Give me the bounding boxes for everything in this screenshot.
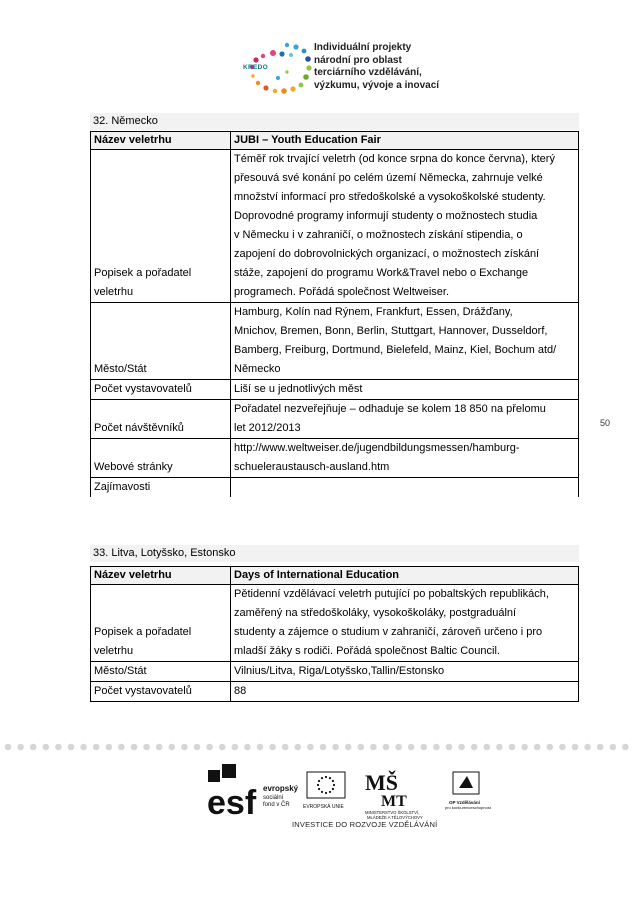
section-title-baltics: 33. Litva, Lotyšsko, Estonsko bbox=[90, 545, 579, 562]
divider-dot bbox=[143, 744, 150, 751]
divider-dot bbox=[30, 744, 37, 751]
divider-dot bbox=[257, 744, 264, 751]
fair-description bbox=[231, 150, 579, 303]
project-title-line: terciárního vzdělávání, bbox=[314, 67, 422, 78]
esf-line-2: sociální bbox=[263, 795, 284, 801]
row-label: Zajímavosti bbox=[91, 478, 231, 498]
text-line: Bamberg, Freiburg, Dortmund, Bielefeld, Mainz, Kiel, Bochum atd/ bbox=[234, 344, 557, 356]
kredo-logo-label: KREDO bbox=[243, 64, 268, 71]
project-title-line: výzkumu, vývoje a inovací bbox=[314, 79, 440, 91]
eu-star bbox=[321, 777, 323, 779]
row-label: Název veletrhu bbox=[91, 132, 231, 150]
row-label: Město/Stát bbox=[91, 303, 231, 380]
text-line: schueleraustausch-ausland.htm bbox=[234, 461, 390, 473]
divider-dot bbox=[17, 744, 24, 751]
row-label: Název veletrhu bbox=[91, 567, 231, 585]
msmt-line-1: MINISTERSTVO ŠKOLSTVÍ, bbox=[365, 810, 420, 815]
divider-dot bbox=[43, 744, 50, 751]
divider-dot bbox=[547, 744, 554, 751]
divider-dot bbox=[433, 744, 440, 751]
fair-cities: Vilnius/Litva, Riga/Lotyšsko,Tallin/Estonsko bbox=[231, 662, 579, 682]
eu-star bbox=[318, 788, 320, 790]
footer-caption: INVESTICE DO ROZVOJE VZDĚLÁVÁNÍ bbox=[292, 820, 438, 829]
divider-dot bbox=[597, 744, 604, 751]
table-row bbox=[91, 303, 579, 380]
esf-logo bbox=[207, 764, 299, 822]
text-line: programech. Pořádá společnost Weltweiser. bbox=[234, 286, 450, 298]
row-label: Webové stránky bbox=[91, 439, 231, 478]
page-number: 50 bbox=[600, 418, 611, 428]
table-row bbox=[91, 682, 579, 702]
eu-star bbox=[325, 792, 327, 794]
exhibitor-count: 88 bbox=[231, 682, 579, 702]
table-row bbox=[91, 662, 579, 682]
esf-line-3: fond v ČR bbox=[263, 802, 290, 808]
divider-dot bbox=[345, 744, 352, 751]
divider-dot bbox=[68, 744, 75, 751]
divider-dot bbox=[194, 744, 201, 751]
dotted-divider bbox=[0, 739, 638, 755]
divider-dot bbox=[232, 744, 239, 751]
text-line: Pořadatel nezveřejňuje – odhaduje se kolem 18 850 na přelomu bbox=[234, 403, 546, 415]
divider-dot bbox=[446, 744, 453, 751]
divider-dot bbox=[118, 744, 125, 751]
text-line: http://www.weltweiser.de/jugendbildungsmessen/hamburg- bbox=[234, 442, 520, 454]
eu-star bbox=[325, 776, 327, 778]
divider-dot bbox=[471, 744, 478, 751]
divider-dot bbox=[484, 744, 491, 751]
row-label bbox=[91, 150, 231, 303]
fair-table-baltics bbox=[90, 566, 579, 702]
text-line: Mnichov, Bremen, Bonn, Berlin, Stuttgart, Hannover, Dusseldorf, bbox=[234, 325, 548, 337]
text-line: množství informací pro středoškolské a vysokoškolské studenty. bbox=[234, 191, 546, 203]
row-label: Počet návštěvníků bbox=[91, 400, 231, 439]
divider-dot bbox=[534, 744, 541, 751]
eu-star bbox=[329, 791, 331, 793]
divider-dot bbox=[156, 744, 163, 751]
visitor-count bbox=[231, 400, 579, 439]
fair-name: JUBI – Youth Education Fair bbox=[231, 132, 579, 150]
divider-dot bbox=[496, 744, 503, 751]
exhibitor-count: Liší se u jednotlivých měst bbox=[231, 380, 579, 400]
eu-star bbox=[329, 777, 331, 779]
text-line: Doprovodné programy informují studenty o možnostech studia bbox=[234, 210, 538, 222]
divider-dot bbox=[80, 744, 87, 751]
text-line: mladší žáky s rodiči. Pořádá společnost Baltic Council. bbox=[234, 645, 500, 657]
op-line-2: pro konkurenceschopnost bbox=[445, 805, 491, 810]
project-title-line: Individuální projekty bbox=[314, 42, 412, 53]
label-line: veletrhu bbox=[94, 645, 134, 657]
eu-star bbox=[317, 784, 319, 786]
divider-dot bbox=[358, 744, 365, 751]
table-row bbox=[91, 439, 579, 478]
svg-text:esf: esf bbox=[207, 784, 257, 822]
table-row bbox=[91, 380, 579, 400]
row-label: Město/Stát bbox=[91, 662, 231, 682]
fair-table-germany bbox=[90, 131, 579, 497]
text-line: Téměř rok trvající veletrh (od konce srpna do konce června), který bbox=[234, 153, 555, 165]
divider-dot bbox=[106, 744, 113, 751]
text-line: Hamburg, Kolín nad Rýnem, Frankfurt, Essen, Drážďany, bbox=[234, 306, 513, 318]
table-row bbox=[91, 567, 579, 585]
text-line: zaměřený na středoškoláky, vysokoškoláky, postgraduální bbox=[234, 607, 517, 619]
project-title bbox=[314, 42, 439, 92]
divider-dot bbox=[559, 744, 566, 751]
op-vk-logo bbox=[445, 772, 492, 810]
divider-dot bbox=[206, 744, 213, 751]
divider-dot bbox=[181, 744, 188, 751]
divider-dot bbox=[169, 744, 176, 751]
highlights bbox=[231, 478, 579, 498]
divider-dot bbox=[395, 744, 402, 751]
divider-dot bbox=[269, 744, 276, 751]
fair-description bbox=[231, 585, 579, 662]
text-line: stáže, zapojení do programu Work&Travel nebo o Exchange bbox=[234, 267, 529, 279]
eu-star bbox=[321, 791, 323, 793]
text-line: přesouvá své konání po celém území Německa, zahrnuje velké bbox=[234, 172, 543, 184]
msmt-logo bbox=[365, 770, 423, 820]
divider-dot bbox=[572, 744, 579, 751]
divider-dot bbox=[408, 744, 415, 751]
divider-dot bbox=[332, 744, 339, 751]
eu-star bbox=[318, 780, 320, 782]
eu-star bbox=[333, 784, 335, 786]
divider-dot bbox=[320, 744, 327, 751]
eu-label: EVROPSKÁ UNIE bbox=[303, 804, 344, 810]
divider-dot bbox=[383, 744, 390, 751]
divider-dot bbox=[610, 744, 617, 751]
divider-dot bbox=[307, 744, 314, 751]
table-row bbox=[91, 400, 579, 439]
divider-dot bbox=[244, 744, 251, 751]
row-label bbox=[91, 585, 231, 662]
project-title-line: národní pro oblast bbox=[314, 54, 402, 66]
table-row bbox=[91, 150, 579, 303]
divider-dot bbox=[458, 744, 465, 751]
label-line: Popisek a pořadatel bbox=[94, 626, 192, 638]
row-label: Počet vystavovatelů bbox=[91, 380, 231, 400]
text-line: v Německu i v zahraničí, o možnostech získání stipendia, o bbox=[234, 229, 523, 241]
eu-flag-icon bbox=[303, 772, 345, 810]
fair-name: Days of International Education bbox=[231, 567, 579, 585]
text-line: let 2012/2013 bbox=[234, 422, 301, 434]
svg-text:MŠ: MŠ bbox=[365, 770, 398, 795]
divider-dot bbox=[370, 744, 377, 751]
divider-dot bbox=[131, 744, 138, 751]
label-line: Popisek a pořadatel bbox=[94, 267, 192, 279]
eu-star bbox=[332, 780, 334, 782]
table-row bbox=[91, 478, 579, 498]
msmt-line-2: MLÁDEŽE A TĚLOVÝCHOVY bbox=[367, 815, 423, 820]
website-url[interactable] bbox=[231, 439, 579, 478]
label-line: veletrhu bbox=[94, 286, 134, 298]
text-line: zapojení do dobrovolnických organizací, o možnostech získání bbox=[234, 248, 540, 260]
op-line-1: OP Vzdělávání bbox=[449, 800, 480, 805]
esf-line-1: evropský bbox=[263, 784, 299, 793]
divider-dot bbox=[521, 744, 528, 751]
eu-star bbox=[332, 788, 334, 790]
text-line: Pětidenní vzdělávací veletrh putující po pobaltských republikách, bbox=[234, 588, 549, 600]
table-row bbox=[91, 132, 579, 150]
section-title-germany: 32. Německo bbox=[90, 113, 579, 130]
svg-text:MT: MT bbox=[381, 793, 407, 810]
fair-cities bbox=[231, 303, 579, 380]
divider-dot bbox=[295, 744, 302, 751]
divider-dot bbox=[509, 744, 516, 751]
row-label: Počet vystavovatelů bbox=[91, 682, 231, 702]
divider-dot bbox=[282, 744, 289, 751]
divider-dot bbox=[622, 744, 629, 751]
divider-dot bbox=[5, 744, 12, 751]
table-row bbox=[91, 585, 579, 662]
divider-dot bbox=[421, 744, 428, 751]
text-line: studenty a zájemce o studium v zahraničí, zároveň určeno i pro bbox=[234, 626, 543, 638]
divider-dot bbox=[584, 744, 591, 751]
text-line: Německo bbox=[234, 363, 281, 375]
divider-dot bbox=[93, 744, 100, 751]
divider-dot bbox=[219, 744, 226, 751]
divider-dot bbox=[55, 744, 62, 751]
